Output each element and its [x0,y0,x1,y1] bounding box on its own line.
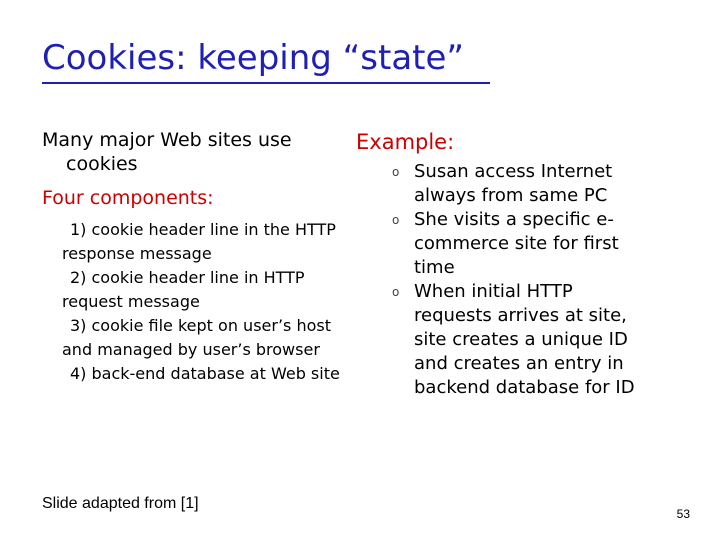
example-list [356,160,656,400]
component-item: 1) cookie header line in the HTTP response message [62,220,336,263]
components-heading: Four components: [42,187,214,209]
component-item: 2) cookie header line in HTTP request message [62,268,305,311]
title-underline [42,82,490,84]
left-column [42,128,342,386]
intro-line-1: Many major Web sites use [42,129,292,151]
page-number: 53 [676,507,690,521]
slide-title: Cookies: keeping “state” [42,38,465,78]
example-item-text: She visits a specific e-commerce site for first time [414,209,619,278]
intro-text [42,128,342,176]
example-item [356,280,656,400]
component-item: 4) back-end database at Web site [70,364,340,383]
bullet-icon: o [392,213,400,227]
footer-source: Slide adapted from [1] [42,495,199,512]
example-item-text: When initial HTTP requests arrives at site, site creates a unique ID and creates an entry in backend database for ID [414,281,635,398]
component-item: 3) cookie file kept on user’s host and managed by user’s browser [62,316,331,359]
example-item [356,160,656,208]
right-column [356,128,656,400]
bullet-icon: o [392,285,400,299]
example-item [356,208,656,280]
bullet-icon: o [392,165,400,179]
components-list [42,218,342,386]
intro-line-2: cookies [66,153,138,175]
example-heading: Example: [356,130,455,154]
example-item-text: Susan access Internet always from same PC [414,161,613,206]
